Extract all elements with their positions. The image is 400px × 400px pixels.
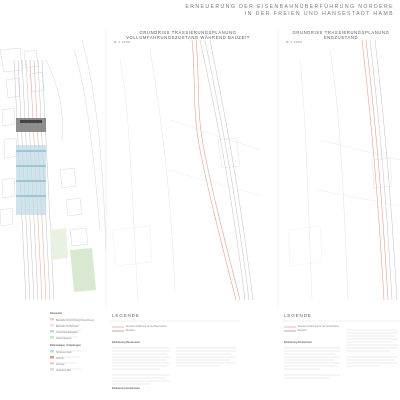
panel-title-line-2: VOLLUMFAHRUNGSZUSTAND WÄHREND BAUZEIT [126, 35, 250, 40]
legend-mid-item-2: Bestand [126, 329, 135, 332]
legend-mid-subheading-2: Erläuterung Endzustand [112, 387, 140, 390]
legend-right-title: LEGENDE [284, 313, 312, 318]
panel-title-line-1: GRUNDRISS TRASSIERUNGSPLANUNG [139, 30, 237, 35]
text-block-mid-2 [176, 348, 236, 366]
legend-left-item: Fußweg [56, 363, 65, 366]
panel-scale: M 1:2000 [114, 40, 131, 44]
panel-title-final [282, 30, 400, 45]
panel-title-line-2: ENDZUSTAND [323, 35, 359, 40]
legend-right-subheading-1: Erläuterung Endzustand [284, 341, 312, 344]
legend-mid-subheading-1: Erläuterung Bauzustand [112, 341, 140, 344]
text-block-right-1 [284, 348, 340, 378]
header-line-2: IN DER FREIEN UND HANSESTADT HAMB [244, 10, 394, 17]
text-block-right-2 [346, 330, 398, 366]
track-plan-final [288, 40, 400, 300]
legend-left-item: Temporäre Bauwerke [56, 331, 78, 334]
legend-left-item: Umleitung Bus [56, 369, 71, 372]
legend-left-item: Gleisumlegung [56, 337, 72, 340]
track-plan-construction [112, 40, 262, 300]
legend-left-heading-2: Bahnanlagen, Umleitungen [50, 344, 81, 347]
legend-left-item: Schienenersatz [56, 351, 72, 354]
legend-right-item-2: Bestand [298, 329, 307, 332]
site-plan-left [0, 40, 106, 250]
legend-mid-item-1: Streckenumfahrung für den Bauzustand [126, 325, 167, 328]
green-area [50, 228, 96, 292]
legend-right-item-1: Streckenumfahrung für den Endzustand [298, 325, 339, 328]
panel-title-construction [108, 30, 268, 45]
legend-left-item: Baustelle für Errichtung Unterführung [56, 319, 94, 322]
platform-highlight [16, 145, 46, 215]
legend-left-items-a [56, 318, 94, 342]
legend-left-heading-1: Bauzustän [50, 312, 63, 315]
page-header [154, 4, 394, 17]
legend-mid-title: LEGENDE [112, 313, 140, 318]
panel-title-line-1: GRUNDRISS TRASSIERUNGSPLANUNG [292, 30, 390, 35]
legend-left-items-b [56, 350, 72, 374]
text-block-mid-1 [112, 348, 170, 384]
header-line-1: ERNEUERUNG DER EISENBAHNÜBERFÜHRUNG NORDERE [185, 4, 394, 10]
legend-left-item: Verkehr [56, 357, 64, 360]
legend-left [50, 312, 100, 315]
panel-scale: M 1:2000 [286, 40, 303, 44]
legend-left-item: Baustelle für Bahnbau [56, 325, 79, 328]
